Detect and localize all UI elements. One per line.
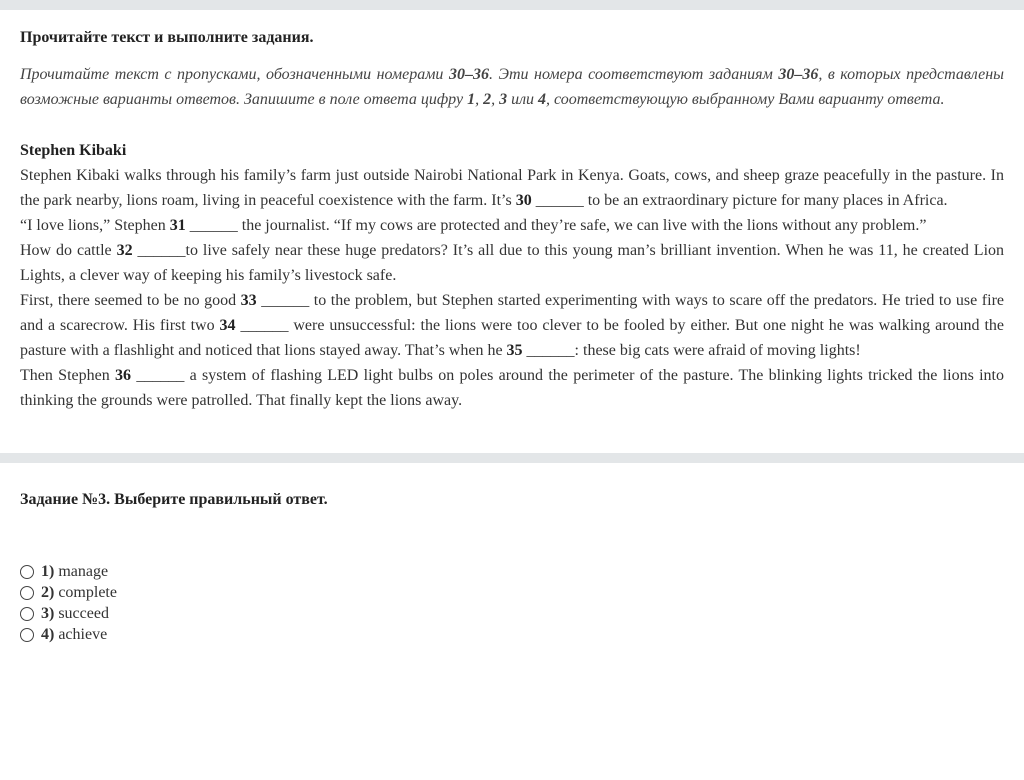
section-divider — [0, 453, 1024, 463]
story-text-part: First, there seemed to be no good — [20, 292, 241, 309]
option-label: achieve — [58, 625, 108, 643]
answer-option-1[interactable] — [20, 561, 1004, 582]
instructions-text-part: , в которых представлены возможные варианты ответов. Запишите в поле ответа цифру — [20, 66, 1005, 108]
separator: , — [491, 91, 500, 108]
radio-button[interactable] — [20, 607, 34, 621]
answer-digit: 1 — [467, 91, 476, 108]
instructions-text-part: Прочитайте текст с пропусками, обозначенными номерами — [20, 66, 449, 83]
story-paragraph — [20, 288, 1004, 363]
answer-option-4[interactable] — [20, 624, 1004, 645]
option-label: complete — [58, 583, 117, 601]
instructions-text-part: , соответствующую выбранному Вами варианту ответа. — [546, 91, 945, 108]
answer-option-3[interactable] — [20, 603, 1004, 624]
instructions-text — [20, 62, 1004, 112]
story-text-part: ______ to the problem, but Stephen started experimenting with ways to scare off the predators. He tried to use fire and a scarecrow. His first two — [20, 292, 1004, 334]
top-divider — [0, 0, 1024, 10]
gap-number: 30 — [515, 192, 532, 209]
story-text-part: Stephen Kibaki walks through his family’s farm just outside Nairobi National Park in Kenya. Goats, cows, and sheep graze peacefully in the pasture. In the park nearby, lions roam, living in peaceful coexistence with the farm. It’s — [20, 167, 1004, 209]
story-paragraph — [20, 238, 1004, 288]
gap-number: 34 — [219, 317, 236, 334]
option-number: 1) — [41, 562, 55, 580]
story-text-part: ______ the journalist. “If my cows are protected and they’re safe, we can live with the lions without any problem.” — [185, 217, 927, 234]
answer-digit: 2 — [483, 91, 492, 108]
gap-number: 35 — [506, 342, 523, 359]
story-text-part: Then Stephen — [20, 367, 116, 384]
option-label: succeed — [58, 604, 109, 622]
gap-number: 36 — [115, 367, 132, 384]
instructions-section — [0, 28, 1024, 413]
story-text-part: ______: these big cats were afraid of moving lights! — [522, 342, 861, 359]
radio-button[interactable] — [20, 586, 34, 600]
story-paragraph — [20, 163, 1004, 213]
gap-number: 33 — [240, 292, 257, 309]
option-number: 4) — [41, 625, 55, 643]
separator: или — [507, 91, 539, 108]
gap-number: 32 — [116, 242, 133, 259]
task-title: Задание №3. Выберите правильный ответ. — [20, 491, 328, 508]
option-number: 2) — [41, 583, 55, 601]
story-text — [20, 163, 1004, 413]
radio-button[interactable] — [20, 628, 34, 642]
story-text-part: ______ to be an extraordinary picture for many places in Africa. — [531, 192, 948, 209]
answer-digit: 4 — [538, 91, 547, 108]
story-text-part: “I love lions,” Stephen — [20, 217, 170, 234]
answer-options — [20, 561, 1004, 645]
instructions-text-part: . Эти номера соответствуют заданиям — [488, 66, 779, 83]
radio-button[interactable] — [20, 565, 34, 579]
story-text-part: ______to live safely near these huge predators? It’s all due to this young man’s brilliant invention. When he was 11, he created Lion Lights, a clever way of keeping his family’s livestock safe. — [20, 242, 1005, 284]
separator: , — [475, 91, 484, 108]
story-title: Stephen Kibaki — [20, 142, 127, 159]
task-range: 30–36 — [778, 66, 819, 83]
task-section — [0, 489, 1024, 645]
story-paragraph — [20, 363, 1004, 413]
answer-digit: 3 — [499, 91, 508, 108]
story-text-part: ______ were unsuccessful: the lions were too clever to be fooled by either. But one night he was walking around the pasture with a flashlight and noticed that lions stayed away. That’s when he — [20, 317, 1004, 359]
story-text-part: How do cattle — [20, 242, 117, 259]
option-label: manage — [58, 562, 109, 580]
gap-number: 31 — [169, 217, 186, 234]
story-paragraph — [20, 213, 1004, 238]
task-range: 30–36 — [448, 66, 489, 83]
story-text-part: ______ a system of flashing LED light bulbs on poles around the perimeter of the pasture. The blinking lights tricked the lions into thinking the grounds were patrolled. That finally kept the lions away. — [20, 367, 1005, 409]
option-number: 3) — [41, 604, 55, 622]
instructions-title: Прочитайте текст и выполните задания. — [20, 29, 314, 46]
answer-option-2[interactable] — [20, 582, 1004, 603]
